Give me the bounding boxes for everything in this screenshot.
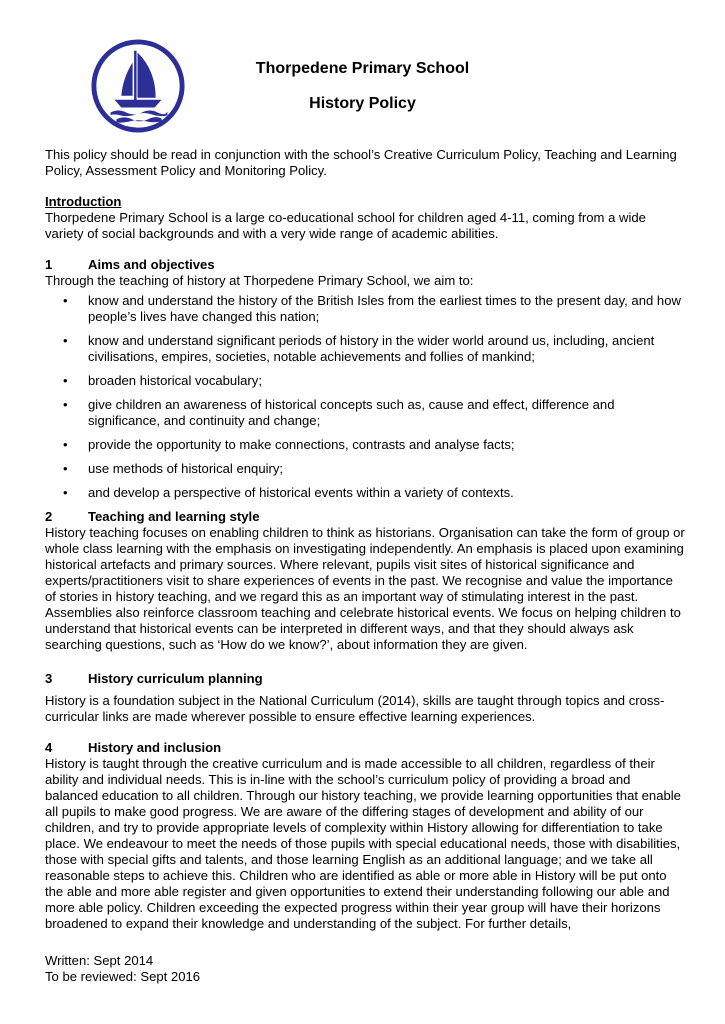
list-item [45,437,685,453]
intro-note: This policy should be read in conjunction with the school’s Creative Curriculum Policy, Teaching and Learning Policy, Assessment Policy and Monitoring Policy. [45,147,677,178]
bullet-icon: • [63,485,68,500]
bullet-icon: • [63,373,68,388]
list-item [45,293,685,325]
section-number: 3 [45,671,53,686]
sailboat-icon [111,51,168,123]
list-item [45,373,685,389]
section-heading [45,671,685,687]
section-heading [45,509,685,525]
list-item-text: and develop a perspective of historical events within a variety of contexts. [88,485,514,500]
bullet-icon: • [63,461,68,476]
list-item-text: use methods of historical enquiry; [88,461,284,476]
section-title: Teaching and learning style [88,509,260,524]
section-aims [45,257,685,501]
document-footer [45,953,200,985]
section-title: Aims and objectives [88,257,215,272]
section-text: History is a foundation subject in the National Curriculum (2014), skills are taught through topics and cross-curricular links are made wherever possible to ensure effective learning experiences. [45,693,665,724]
introduction-heading: Introduction [45,194,122,209]
bullet-icon: • [63,293,68,308]
list-item [45,397,685,429]
section-heading [45,257,685,273]
bullet-icon: • [63,333,68,348]
document-body [45,147,685,932]
section-number: 2 [45,509,53,524]
aims-list [45,293,685,501]
section-planning [45,671,685,725]
list-item-text: broaden historical vocabulary; [88,373,262,388]
school-logo [89,37,187,135]
section-text: History is taught through the creative curriculum and is made accessible to all children, regardless of their ability and individual needs. This is in-line with the school’s curriculum policy of providing a broad and balanced education to all children. Through our history teaching, we provide learning opportunities that enable all pupils to make good progress. We are aware of the differing stages of development and ability of our children, and try to provide appropriate levels of complexity within History allowing for differentiation to take place. We endeavour to meet the needs of those pupils with special educational needs, those with disabilities, those with special gifts and talents, and those learning English as an additional language; and we take all reasonable steps to achieve this. Children who are identified as able or more able in History will be put onto the able and more able register and given opportunities to extend their understanding following our able and more able policy. Children exceeding the expected progress within their year group will have their horizons broadened to expand their knowledge and understanding of the subject. For further details, [45,756,681,931]
section-inclusion [45,740,685,932]
list-item [45,485,685,501]
bullet-icon: • [63,397,68,412]
list-item-text: provide the opportunity to make connections, contrasts and analyse facts; [88,437,515,452]
list-item-text: give children an awareness of historical concepts such as, cause and effect, difference and significance, and continuity and change; [88,397,615,428]
bullet-icon: • [63,437,68,452]
section-text: History teaching focuses on enabling children to think as historians. Organisation can take the form of group or whole class learning with the emphasis on investigating independently. An emphasis is placed upon examining historical artefacts and primary sources. Where relevant, pupils visit sites of historical significance and experts/practitioners visit to share experiences of events in the past. We recognise and value the importance of stories in history teaching, and we regard this as an important way of stimulating interest in the past. Assemblies also reinforce classroom teaching and celebrate historical events. We focus on helping children to understand that historical events can be interpreted in different ways, and that they should always ask searching questions, such as ‘How do we know?’, about information they are given. [45,525,685,652]
introduction-section [45,194,685,242]
review-date: To be reviewed: Sept 2016 [45,969,201,984]
list-item [45,333,685,365]
list-item-text: know and understand the history of the British Isles from the earliest times to the present day, and how people’s lives have changed this nation; [88,293,681,324]
section-lead: Through the teaching of history at Thorpedene Primary School, we aim to: [45,273,474,288]
section-heading [45,740,685,756]
introduction-text: Thorpedene Primary School is a large co-educational school for children aged 4-11, coming from a wide variety of social backgrounds and with a very wide range of academic abilities. [45,210,646,241]
school-name: Thorpedene Primary School [255,60,470,77]
list-item-text: know and understand significant periods of history in the wider world around us, including, ancient civilisations, empires, societies, notable achievements and follies of mankind; [88,333,655,364]
section-title: History and inclusion [88,740,222,755]
section-number: 1 [45,257,53,272]
policy-title: History Policy [309,95,416,112]
section-title: History curriculum planning [88,671,263,686]
section-teaching [45,509,685,653]
list-item [45,461,685,477]
section-number: 4 [45,740,53,755]
written-date: Written: Sept 2014 [45,953,154,968]
